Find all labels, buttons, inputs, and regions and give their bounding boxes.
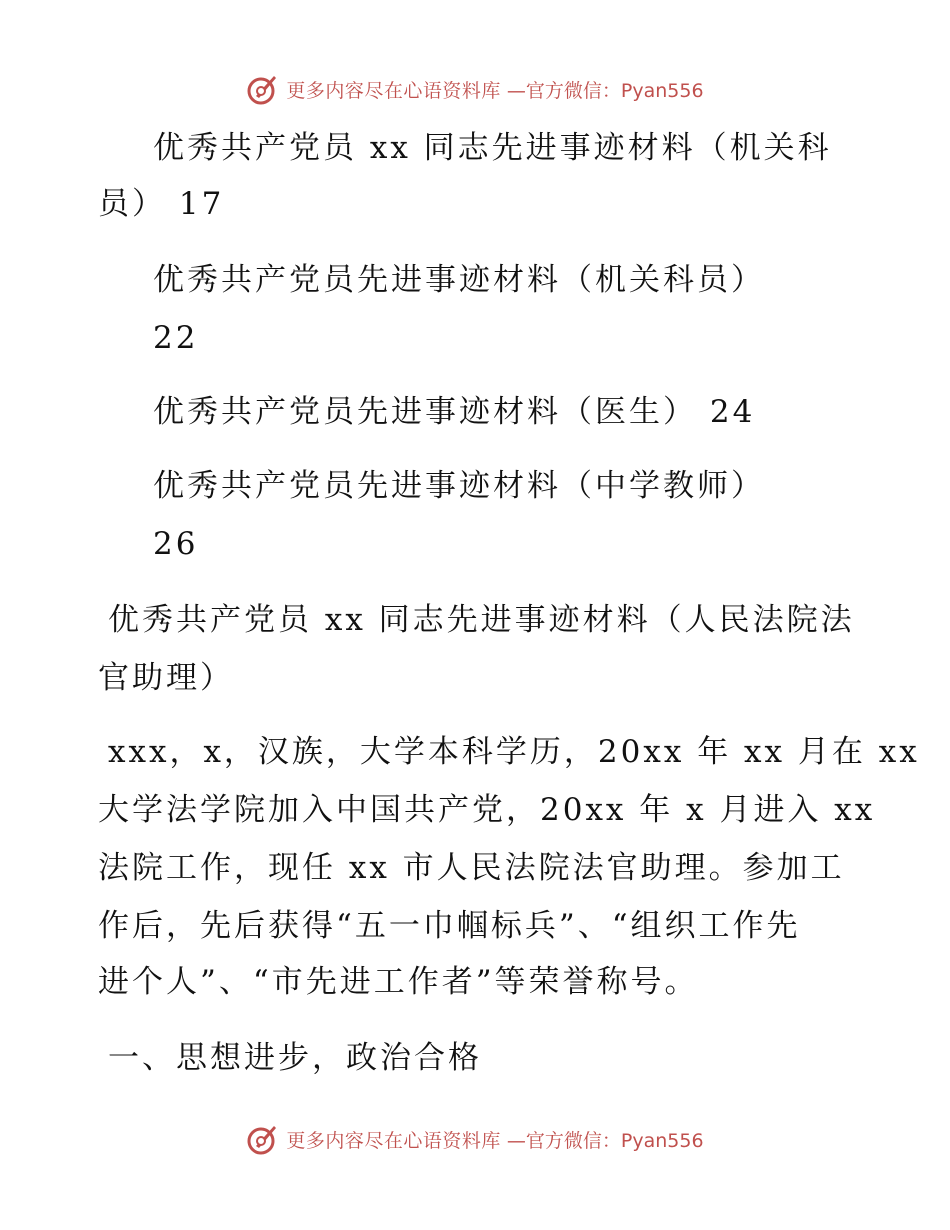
toc-entry-1-title: 优秀共产党员 xx 同志先进事迹材料（机关科 — [153, 130, 832, 166]
paragraph-line-3: 法院工作，现任 xx 市人民法院法官助理。参加工 — [98, 850, 845, 886]
toc-entry-2-title: 优秀共产党员先进事迹材料（机关科员） — [153, 262, 765, 298]
watermark-bottom — [0, 1122, 950, 1156]
toc-entry-2-cont: 22 — [153, 320, 199, 356]
paragraph-line-4: 作后，先后获得“五一巾帼标兵”、“组织工作先 — [98, 908, 801, 944]
toc-entry-1-cont: 员） 17 — [98, 186, 225, 222]
section-heading-1: 一、思想进步，政治合格 — [108, 1040, 482, 1076]
paragraph-line-1: xxx，x，汉族，大学本科学历，20xx 年 xx 月在 xx — [108, 734, 920, 770]
watermark-sub-text: —官方微信：Pyan556 — [506, 79, 704, 102]
watermark-main-text: 更多内容尽在心语资料库 — [286, 79, 501, 102]
paragraph-line-5: 进个人”、“市先进工作者”等荣誉称号。 — [98, 964, 699, 1000]
article-heading-line-2: 官助理） — [98, 660, 234, 696]
toc-entry-4-title: 优秀共产党员先进事迹材料（中学教师） — [153, 468, 765, 504]
watermark-main-text: 更多内容尽在心语资料库 — [286, 1129, 501, 1152]
toc-entry-3-title: 优秀共产党员先进事迹材料（医生） 24 — [153, 394, 756, 430]
quill-logo-icon — [246, 72, 280, 106]
paragraph-line-2: 大学法学院加入中国共产党，20xx 年 x 月进入 xx — [98, 792, 876, 828]
toc-entry-4-cont: 26 — [153, 526, 199, 562]
article-heading-line-1: 优秀共产党员 xx 同志先进事迹材料（人民法院法 — [108, 602, 855, 638]
watermark-sub-text: —官方微信：Pyan556 — [506, 1129, 704, 1152]
quill-logo-icon — [246, 1122, 280, 1156]
watermark-top — [0, 72, 950, 106]
